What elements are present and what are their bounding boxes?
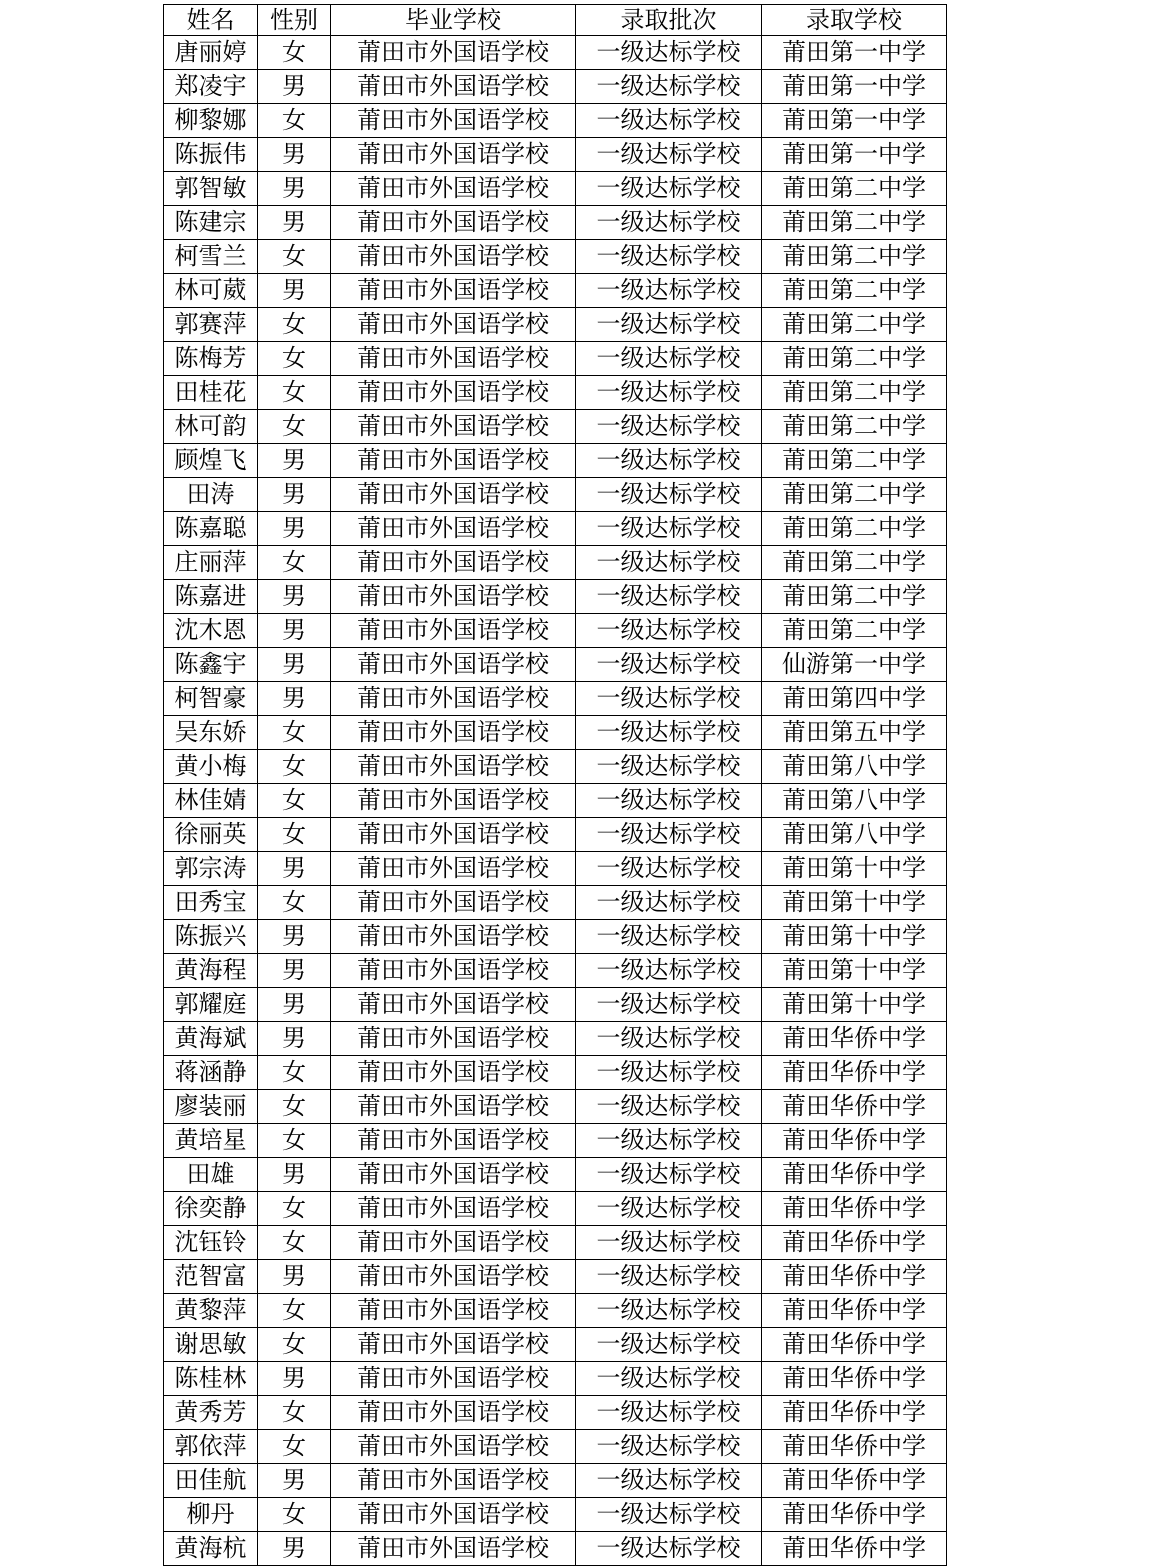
cell-name: 沈木恩 bbox=[164, 614, 258, 648]
cell-admission-batch: 一级达标学校 bbox=[576, 1260, 762, 1294]
cell-admission-school: 莆田华侨中学 bbox=[762, 1430, 947, 1464]
cell-gender: 男 bbox=[258, 206, 331, 240]
table-row bbox=[164, 274, 947, 308]
cell-name: 黄黎萍 bbox=[164, 1294, 258, 1328]
cell-graduation-school: 莆田市外国语学校 bbox=[331, 342, 576, 376]
cell-name: 郭耀庭 bbox=[164, 988, 258, 1022]
table-body bbox=[164, 36, 947, 1566]
cell-graduation-school: 莆田市外国语学校 bbox=[331, 1158, 576, 1192]
cell-graduation-school: 莆田市外国语学校 bbox=[331, 444, 576, 478]
table-row bbox=[164, 512, 947, 546]
cell-admission-school: 莆田第二中学 bbox=[762, 206, 947, 240]
table-row bbox=[164, 1226, 947, 1260]
cell-gender: 男 bbox=[258, 1158, 331, 1192]
table-row bbox=[164, 1532, 947, 1566]
cell-admission-batch: 一级达标学校 bbox=[576, 1192, 762, 1226]
table-row bbox=[164, 1294, 947, 1328]
cell-name: 黄海斌 bbox=[164, 1022, 258, 1056]
header-admission-batch: 录取批次 bbox=[576, 5, 762, 36]
cell-admission-batch: 一级达标学校 bbox=[576, 308, 762, 342]
cell-gender: 女 bbox=[258, 1090, 331, 1124]
header-row bbox=[164, 5, 947, 36]
table-row bbox=[164, 648, 947, 682]
cell-admission-batch: 一级达标学校 bbox=[576, 750, 762, 784]
cell-graduation-school: 莆田市外国语学校 bbox=[331, 410, 576, 444]
cell-gender: 女 bbox=[258, 1192, 331, 1226]
table-row bbox=[164, 36, 947, 70]
table-row bbox=[164, 1158, 947, 1192]
cell-graduation-school: 莆田市外国语学校 bbox=[331, 818, 576, 852]
header-gender: 性别 bbox=[258, 5, 331, 36]
table-row bbox=[164, 818, 947, 852]
cell-gender: 男 bbox=[258, 920, 331, 954]
cell-gender: 男 bbox=[258, 274, 331, 308]
cell-admission-school: 莆田第十中学 bbox=[762, 954, 947, 988]
cell-admission-school: 莆田第八中学 bbox=[762, 750, 947, 784]
cell-name: 林可葳 bbox=[164, 274, 258, 308]
table-row bbox=[164, 954, 947, 988]
admission-table bbox=[163, 4, 947, 1566]
cell-admission-school: 莆田第一中学 bbox=[762, 70, 947, 104]
cell-admission-batch: 一级达标学校 bbox=[576, 1158, 762, 1192]
cell-admission-school: 莆田华侨中学 bbox=[762, 1532, 947, 1566]
table-row bbox=[164, 920, 947, 954]
table-row bbox=[164, 1362, 947, 1396]
cell-admission-school: 莆田第十中学 bbox=[762, 852, 947, 886]
cell-gender: 女 bbox=[258, 750, 331, 784]
cell-gender: 女 bbox=[258, 546, 331, 580]
cell-gender: 男 bbox=[258, 1362, 331, 1396]
cell-graduation-school: 莆田市外国语学校 bbox=[331, 512, 576, 546]
table-row bbox=[164, 750, 947, 784]
cell-admission-school: 莆田第二中学 bbox=[762, 444, 947, 478]
cell-admission-batch: 一级达标学校 bbox=[576, 546, 762, 580]
table-row bbox=[164, 104, 947, 138]
cell-admission-school: 莆田第二中学 bbox=[762, 580, 947, 614]
cell-graduation-school: 莆田市外国语学校 bbox=[331, 546, 576, 580]
cell-admission-batch: 一级达标学校 bbox=[576, 240, 762, 274]
cell-name: 郑凌宇 bbox=[164, 70, 258, 104]
cell-admission-batch: 一级达标学校 bbox=[576, 1464, 762, 1498]
table-row bbox=[164, 546, 947, 580]
cell-graduation-school: 莆田市外国语学校 bbox=[331, 1090, 576, 1124]
cell-admission-school: 莆田华侨中学 bbox=[762, 1260, 947, 1294]
cell-graduation-school: 莆田市外国语学校 bbox=[331, 274, 576, 308]
table-row bbox=[164, 614, 947, 648]
cell-gender: 男 bbox=[258, 444, 331, 478]
cell-gender: 男 bbox=[258, 1022, 331, 1056]
cell-admission-school: 莆田第二中学 bbox=[762, 172, 947, 206]
cell-admission-school: 莆田第十中学 bbox=[762, 920, 947, 954]
header-graduation-school: 毕业学校 bbox=[331, 5, 576, 36]
header-name: 姓名 bbox=[164, 5, 258, 36]
cell-admission-school: 莆田华侨中学 bbox=[762, 1192, 947, 1226]
table-row bbox=[164, 1124, 947, 1158]
cell-graduation-school: 莆田市外国语学校 bbox=[331, 1362, 576, 1396]
cell-admission-school: 莆田第一中学 bbox=[762, 138, 947, 172]
cell-graduation-school: 莆田市外国语学校 bbox=[331, 1226, 576, 1260]
cell-name: 郭宗涛 bbox=[164, 852, 258, 886]
cell-gender: 男 bbox=[258, 478, 331, 512]
cell-admission-batch: 一级达标学校 bbox=[576, 36, 762, 70]
table-row bbox=[164, 376, 947, 410]
cell-gender: 女 bbox=[258, 410, 331, 444]
cell-gender: 女 bbox=[258, 1124, 331, 1158]
table-row bbox=[164, 1328, 947, 1362]
cell-gender: 女 bbox=[258, 1328, 331, 1362]
cell-gender: 男 bbox=[258, 988, 331, 1022]
cell-admission-school: 莆田华侨中学 bbox=[762, 1396, 947, 1430]
cell-name: 田涛 bbox=[164, 478, 258, 512]
cell-name: 吴东娇 bbox=[164, 716, 258, 750]
cell-graduation-school: 莆田市外国语学校 bbox=[331, 240, 576, 274]
cell-graduation-school: 莆田市外国语学校 bbox=[331, 1124, 576, 1158]
cell-admission-batch: 一级达标学校 bbox=[576, 852, 762, 886]
cell-graduation-school: 莆田市外国语学校 bbox=[331, 1532, 576, 1566]
cell-admission-school: 莆田华侨中学 bbox=[762, 1498, 947, 1532]
cell-graduation-school: 莆田市外国语学校 bbox=[331, 988, 576, 1022]
cell-admission-school: 莆田第一中学 bbox=[762, 104, 947, 138]
table-row bbox=[164, 1022, 947, 1056]
cell-name: 徐丽英 bbox=[164, 818, 258, 852]
cell-admission-batch: 一级达标学校 bbox=[576, 444, 762, 478]
cell-admission-batch: 一级达标学校 bbox=[576, 172, 762, 206]
cell-name: 田雄 bbox=[164, 1158, 258, 1192]
cell-admission-batch: 一级达标学校 bbox=[576, 1328, 762, 1362]
table-row bbox=[164, 988, 947, 1022]
cell-graduation-school: 莆田市外国语学校 bbox=[331, 1022, 576, 1056]
cell-name: 黄小梅 bbox=[164, 750, 258, 784]
cell-admission-school: 莆田华侨中学 bbox=[762, 1056, 947, 1090]
cell-admission-batch: 一级达标学校 bbox=[576, 988, 762, 1022]
cell-gender: 男 bbox=[258, 682, 331, 716]
cell-admission-school: 莆田华侨中学 bbox=[762, 1158, 947, 1192]
cell-admission-school: 莆田第二中学 bbox=[762, 240, 947, 274]
cell-admission-school: 莆田华侨中学 bbox=[762, 1226, 947, 1260]
cell-graduation-school: 莆田市外国语学校 bbox=[331, 1464, 576, 1498]
cell-admission-school: 莆田第八中学 bbox=[762, 818, 947, 852]
cell-gender: 女 bbox=[258, 240, 331, 274]
table-row bbox=[164, 1430, 947, 1464]
cell-admission-school: 莆田第十中学 bbox=[762, 886, 947, 920]
table-row bbox=[164, 342, 947, 376]
cell-name: 林佳婧 bbox=[164, 784, 258, 818]
cell-gender: 男 bbox=[258, 1464, 331, 1498]
cell-gender: 男 bbox=[258, 172, 331, 206]
cell-admission-batch: 一级达标学校 bbox=[576, 274, 762, 308]
cell-name: 范智富 bbox=[164, 1260, 258, 1294]
cell-graduation-school: 莆田市外国语学校 bbox=[331, 954, 576, 988]
cell-admission-school: 莆田第二中学 bbox=[762, 308, 947, 342]
table-row bbox=[164, 716, 947, 750]
table-row bbox=[164, 852, 947, 886]
cell-admission-school: 仙游第一中学 bbox=[762, 648, 947, 682]
cell-name: 陈梅芳 bbox=[164, 342, 258, 376]
cell-gender: 女 bbox=[258, 104, 331, 138]
cell-admission-school: 莆田第二中学 bbox=[762, 546, 947, 580]
cell-name: 徐奕静 bbox=[164, 1192, 258, 1226]
cell-graduation-school: 莆田市外国语学校 bbox=[331, 784, 576, 818]
cell-graduation-school: 莆田市外国语学校 bbox=[331, 920, 576, 954]
cell-graduation-school: 莆田市外国语学校 bbox=[331, 1396, 576, 1430]
cell-admission-school: 莆田第二中学 bbox=[762, 376, 947, 410]
cell-admission-batch: 一级达标学校 bbox=[576, 206, 762, 240]
cell-admission-batch: 一级达标学校 bbox=[576, 580, 762, 614]
cell-admission-batch: 一级达标学校 bbox=[576, 512, 762, 546]
cell-gender: 男 bbox=[258, 852, 331, 886]
cell-name: 唐丽婷 bbox=[164, 36, 258, 70]
cell-gender: 女 bbox=[258, 376, 331, 410]
cell-name: 柯智豪 bbox=[164, 682, 258, 716]
cell-gender: 男 bbox=[258, 138, 331, 172]
cell-gender: 男 bbox=[258, 614, 331, 648]
cell-gender: 女 bbox=[258, 818, 331, 852]
cell-name: 陈振伟 bbox=[164, 138, 258, 172]
table-row bbox=[164, 444, 947, 478]
cell-admission-school: 莆田第二中学 bbox=[762, 410, 947, 444]
cell-name: 郭依萍 bbox=[164, 1430, 258, 1464]
cell-graduation-school: 莆田市外国语学校 bbox=[331, 1260, 576, 1294]
cell-gender: 女 bbox=[258, 1430, 331, 1464]
cell-admission-batch: 一级达标学校 bbox=[576, 886, 762, 920]
cell-admission-school: 莆田第二中学 bbox=[762, 342, 947, 376]
cell-gender: 男 bbox=[258, 954, 331, 988]
table-row bbox=[164, 886, 947, 920]
cell-admission-batch: 一级达标学校 bbox=[576, 410, 762, 444]
cell-name: 谢思敏 bbox=[164, 1328, 258, 1362]
cell-name: 黄海程 bbox=[164, 954, 258, 988]
cell-graduation-school: 莆田市外国语学校 bbox=[331, 104, 576, 138]
cell-graduation-school: 莆田市外国语学校 bbox=[331, 1328, 576, 1362]
cell-name: 陈嘉聪 bbox=[164, 512, 258, 546]
cell-graduation-school: 莆田市外国语学校 bbox=[331, 1056, 576, 1090]
cell-admission-school: 莆田第五中学 bbox=[762, 716, 947, 750]
cell-admission-school: 莆田第二中学 bbox=[762, 478, 947, 512]
cell-graduation-school: 莆田市外国语学校 bbox=[331, 308, 576, 342]
cell-name: 陈振兴 bbox=[164, 920, 258, 954]
cell-name: 顾煌飞 bbox=[164, 444, 258, 478]
cell-graduation-school: 莆田市外国语学校 bbox=[331, 70, 576, 104]
cell-admission-batch: 一级达标学校 bbox=[576, 716, 762, 750]
cell-name: 陈鑫宇 bbox=[164, 648, 258, 682]
table-row bbox=[164, 1396, 947, 1430]
cell-admission-batch: 一级达标学校 bbox=[576, 1124, 762, 1158]
cell-gender: 男 bbox=[258, 580, 331, 614]
cell-name: 沈钰铃 bbox=[164, 1226, 258, 1260]
table-row bbox=[164, 1260, 947, 1294]
cell-graduation-school: 莆田市外国语学校 bbox=[331, 1430, 576, 1464]
cell-admission-batch: 一级达标学校 bbox=[576, 1362, 762, 1396]
cell-graduation-school: 莆田市外国语学校 bbox=[331, 1498, 576, 1532]
cell-admission-batch: 一级达标学校 bbox=[576, 1430, 762, 1464]
table-row bbox=[164, 1192, 947, 1226]
table-row bbox=[164, 1498, 947, 1532]
cell-admission-batch: 一级达标学校 bbox=[576, 1226, 762, 1260]
header-admission-school: 录取学校 bbox=[762, 5, 947, 36]
cell-gender: 女 bbox=[258, 1396, 331, 1430]
cell-gender: 男 bbox=[258, 1532, 331, 1566]
cell-graduation-school: 莆田市外国语学校 bbox=[331, 750, 576, 784]
cell-graduation-school: 莆田市外国语学校 bbox=[331, 478, 576, 512]
cell-admission-school: 莆田第八中学 bbox=[762, 784, 947, 818]
cell-gender: 女 bbox=[258, 784, 331, 818]
cell-admission-batch: 一级达标学校 bbox=[576, 1532, 762, 1566]
cell-name: 庄丽萍 bbox=[164, 546, 258, 580]
cell-name: 廖装丽 bbox=[164, 1090, 258, 1124]
cell-admission-school: 莆田第四中学 bbox=[762, 682, 947, 716]
cell-name: 柳黎娜 bbox=[164, 104, 258, 138]
cell-admission-batch: 一级达标学校 bbox=[576, 920, 762, 954]
cell-graduation-school: 莆田市外国语学校 bbox=[331, 682, 576, 716]
cell-gender: 女 bbox=[258, 716, 331, 750]
table-row bbox=[164, 138, 947, 172]
cell-graduation-school: 莆田市外国语学校 bbox=[331, 1294, 576, 1328]
cell-gender: 女 bbox=[258, 1056, 331, 1090]
cell-admission-batch: 一级达标学校 bbox=[576, 342, 762, 376]
table-row bbox=[164, 580, 947, 614]
cell-admission-batch: 一级达标学校 bbox=[576, 1056, 762, 1090]
cell-admission-batch: 一级达标学校 bbox=[576, 818, 762, 852]
cell-gender: 女 bbox=[258, 342, 331, 376]
cell-admission-school: 莆田第十中学 bbox=[762, 988, 947, 1022]
cell-name: 黄海杭 bbox=[164, 1532, 258, 1566]
cell-admission-batch: 一级达标学校 bbox=[576, 1022, 762, 1056]
cell-name: 田秀宝 bbox=[164, 886, 258, 920]
cell-gender: 男 bbox=[258, 70, 331, 104]
cell-name: 陈嘉进 bbox=[164, 580, 258, 614]
cell-admission-school: 莆田华侨中学 bbox=[762, 1328, 947, 1362]
cell-name: 黄秀芳 bbox=[164, 1396, 258, 1430]
cell-admission-batch: 一级达标学校 bbox=[576, 1396, 762, 1430]
cell-graduation-school: 莆田市外国语学校 bbox=[331, 614, 576, 648]
cell-name: 田佳航 bbox=[164, 1464, 258, 1498]
cell-graduation-school: 莆田市外国语学校 bbox=[331, 1192, 576, 1226]
cell-gender: 女 bbox=[258, 308, 331, 342]
table-row bbox=[164, 784, 947, 818]
cell-gender: 男 bbox=[258, 648, 331, 682]
cell-name: 田桂花 bbox=[164, 376, 258, 410]
cell-name: 蒋涵静 bbox=[164, 1056, 258, 1090]
cell-admission-batch: 一级达标学校 bbox=[576, 1498, 762, 1532]
cell-graduation-school: 莆田市外国语学校 bbox=[331, 376, 576, 410]
cell-name: 林可韵 bbox=[164, 410, 258, 444]
table-row bbox=[164, 240, 947, 274]
cell-graduation-school: 莆田市外国语学校 bbox=[331, 206, 576, 240]
cell-gender: 男 bbox=[258, 512, 331, 546]
table-row bbox=[164, 172, 947, 206]
table-row bbox=[164, 308, 947, 342]
cell-admission-batch: 一级达标学校 bbox=[576, 478, 762, 512]
cell-admission-batch: 一级达标学校 bbox=[576, 1090, 762, 1124]
cell-admission-batch: 一级达标学校 bbox=[576, 648, 762, 682]
cell-admission-school: 莆田第二中学 bbox=[762, 512, 947, 546]
cell-admission-batch: 一级达标学校 bbox=[576, 784, 762, 818]
cell-admission-batch: 一级达标学校 bbox=[576, 138, 762, 172]
cell-admission-batch: 一级达标学校 bbox=[576, 954, 762, 988]
cell-graduation-school: 莆田市外国语学校 bbox=[331, 36, 576, 70]
cell-admission-school: 莆田第一中学 bbox=[762, 36, 947, 70]
cell-gender: 女 bbox=[258, 886, 331, 920]
cell-name: 黄培星 bbox=[164, 1124, 258, 1158]
table-row bbox=[164, 1090, 947, 1124]
cell-admission-batch: 一级达标学校 bbox=[576, 104, 762, 138]
cell-admission-batch: 一级达标学校 bbox=[576, 614, 762, 648]
table-row bbox=[164, 206, 947, 240]
cell-admission-school: 莆田华侨中学 bbox=[762, 1464, 947, 1498]
cell-admission-school: 莆田华侨中学 bbox=[762, 1090, 947, 1124]
cell-graduation-school: 莆田市外国语学校 bbox=[331, 138, 576, 172]
cell-admission-batch: 一级达标学校 bbox=[576, 682, 762, 716]
cell-gender: 女 bbox=[258, 1294, 331, 1328]
table-row bbox=[164, 410, 947, 444]
cell-graduation-school: 莆田市外国语学校 bbox=[331, 648, 576, 682]
cell-admission-school: 莆田华侨中学 bbox=[762, 1294, 947, 1328]
cell-name: 柳丹 bbox=[164, 1498, 258, 1532]
cell-admission-school: 莆田华侨中学 bbox=[762, 1362, 947, 1396]
cell-admission-school: 莆田第二中学 bbox=[762, 614, 947, 648]
cell-gender: 女 bbox=[258, 1498, 331, 1532]
cell-name: 陈桂林 bbox=[164, 1362, 258, 1396]
table-row bbox=[164, 1056, 947, 1090]
table-row bbox=[164, 1464, 947, 1498]
cell-name: 郭智敏 bbox=[164, 172, 258, 206]
cell-admission-batch: 一级达标学校 bbox=[576, 70, 762, 104]
cell-name: 陈建宗 bbox=[164, 206, 258, 240]
cell-admission-school: 莆田华侨中学 bbox=[762, 1022, 947, 1056]
cell-graduation-school: 莆田市外国语学校 bbox=[331, 716, 576, 750]
cell-admission-school: 莆田华侨中学 bbox=[762, 1124, 947, 1158]
cell-graduation-school: 莆田市外国语学校 bbox=[331, 852, 576, 886]
table-row bbox=[164, 682, 947, 716]
table-row bbox=[164, 70, 947, 104]
cell-name: 郭赛萍 bbox=[164, 308, 258, 342]
table-row bbox=[164, 478, 947, 512]
cell-name: 柯雪兰 bbox=[164, 240, 258, 274]
cell-admission-batch: 一级达标学校 bbox=[576, 376, 762, 410]
cell-gender: 女 bbox=[258, 1226, 331, 1260]
cell-graduation-school: 莆田市外国语学校 bbox=[331, 886, 576, 920]
cell-gender: 男 bbox=[258, 1260, 331, 1294]
cell-gender: 女 bbox=[258, 36, 331, 70]
cell-graduation-school: 莆田市外国语学校 bbox=[331, 580, 576, 614]
cell-graduation-school: 莆田市外国语学校 bbox=[331, 172, 576, 206]
cell-admission-school: 莆田第二中学 bbox=[762, 274, 947, 308]
cell-admission-batch: 一级达标学校 bbox=[576, 1294, 762, 1328]
